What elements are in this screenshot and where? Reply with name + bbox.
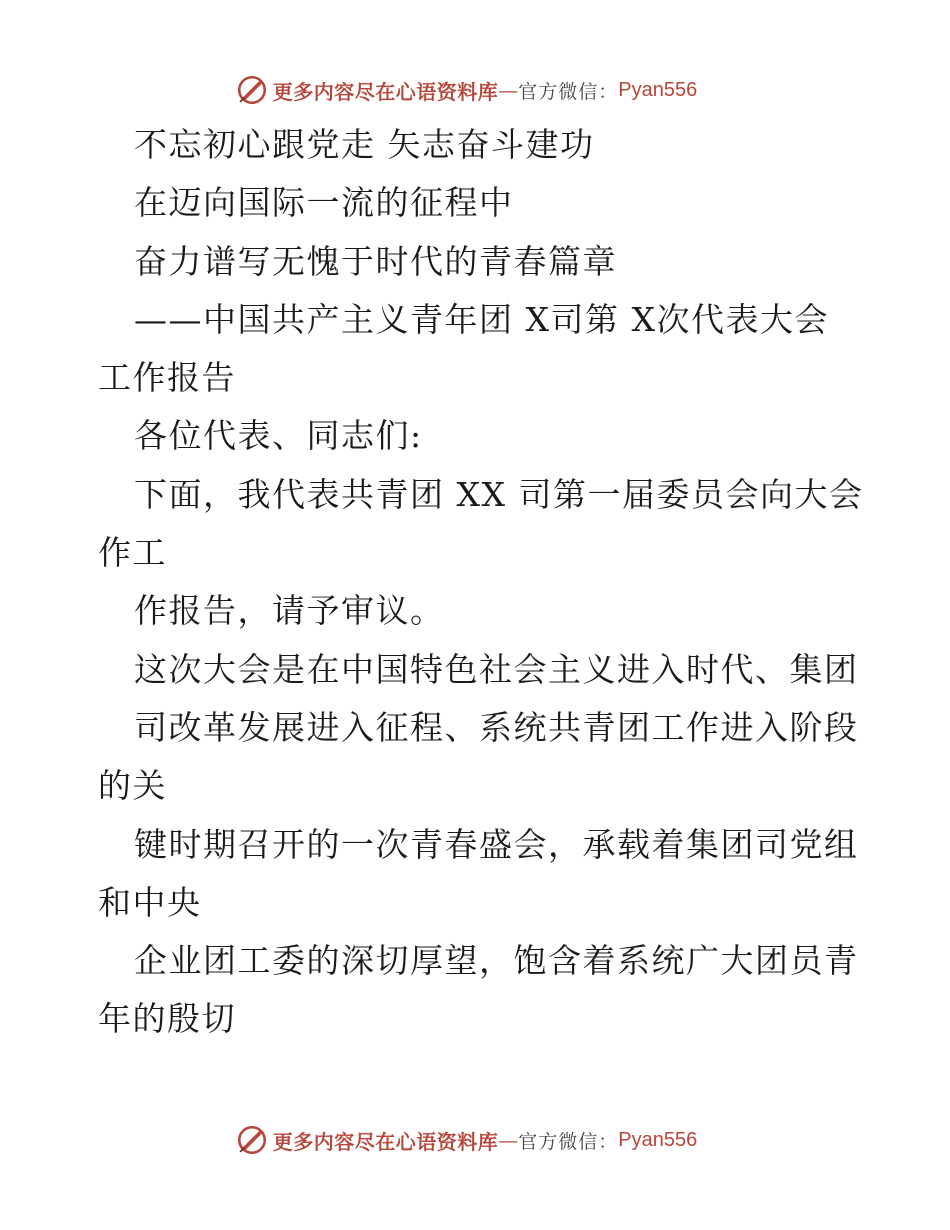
separator-dash: — [498,78,519,102]
paragraph-line: 作工 [98,533,167,573]
salutation: 各位代表、同志们: [134,416,423,456]
quill-logo-icon [235,1123,269,1157]
paragraph-line: 司改革发展进入征程、系统共青团工作进入阶段 [134,707,859,747]
wechat-handle: Pyan556 [618,78,698,101]
document-body [98,116,878,1049]
paragraph-line: 年的殷切 [98,999,236,1039]
footer-banner [0,1120,950,1160]
subtitle-line-2: 工作报告 [98,358,236,398]
paragraph-line: 键时期召开的一次青春盛会，承载着集团司党组 [134,824,859,864]
subtitle-line-1: ——中国共产主义青年团 X司第 X次代表大会 [134,299,829,339]
paragraph-line: 和中央 [98,882,202,922]
paragraph-line: 的关 [98,766,167,806]
wechat-handle: Pyan556 [618,1128,698,1151]
paragraph-line: 下面，我代表共青团 XX 司第一届委员会向大会 [134,474,864,514]
wechat-label: 官方微信： [518,80,619,103]
title-line-3: 奋力谱写无愧于时代的青春篇章 [134,241,617,281]
paragraph-line: 作报告，请予审议。 [134,591,445,631]
title-line-2: 在迈向国际一流的征程中 [134,183,514,223]
wechat-label: 官方微信： [518,1130,619,1153]
site-name: 更多内容尽在心语资料库 [272,1129,499,1154]
header-banner [0,70,950,110]
paragraph-line: 这次大会是在中国特色社会主义进入时代、集团 [134,649,859,689]
separator-dash: — [498,1128,519,1152]
site-name: 更多内容尽在心语资料库 [272,79,499,104]
quill-logo-icon [235,73,269,107]
title-line-1: 不忘初心跟党走 矢志奋斗建功 [134,125,595,164]
paragraph-line: 企业团工委的深切厚望，饱含着系统广大团员青 [134,941,859,981]
